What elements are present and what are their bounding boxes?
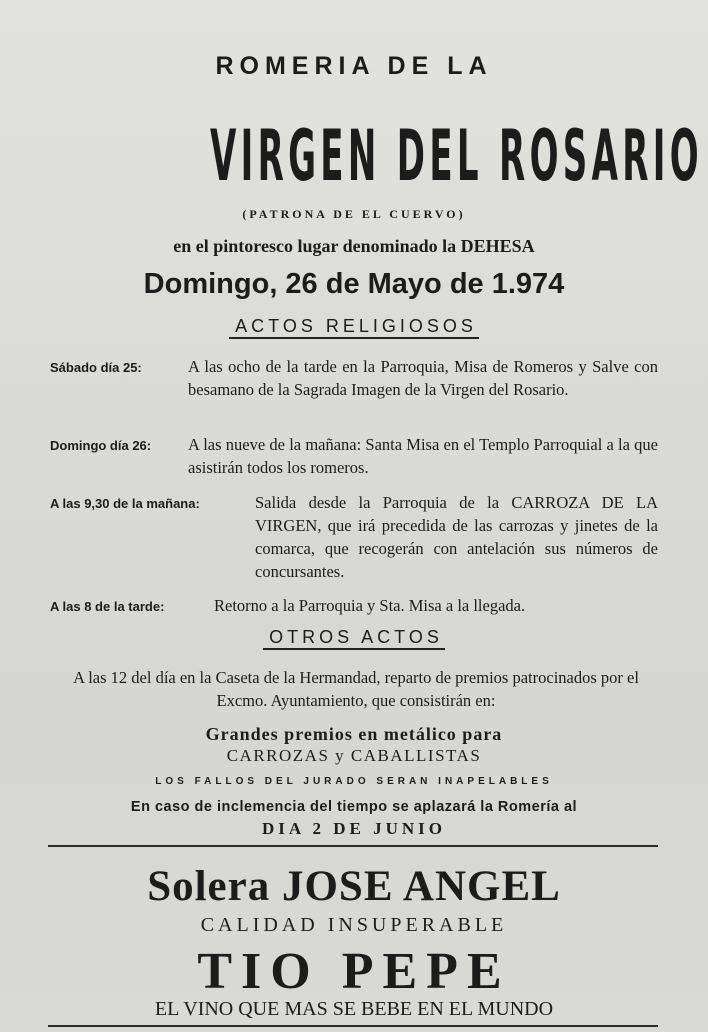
jury-notice: LOS FALLOS DEL JURADO SERAN INAPELABLES (155, 776, 553, 787)
otros-actos-text: A las 12 del día en la Caseta de la Hermandad, reparto de premios patrocinados por el Excmo. Ayuntamiento, que consistirán en: (73, 668, 639, 710)
section-heading-religiosos (0, 316, 708, 337)
poster-subtitle: (PATRONA DE EL CUERVO) (242, 207, 466, 221)
section-heading-otros-text: OTROS ACTOS (263, 627, 445, 650)
schedule-item (50, 355, 662, 425)
location-line: en el pintoresco lugar denominado la DEHESA (173, 236, 535, 256)
divider (48, 845, 658, 847)
postponed-date: DIA 2 DE JUNIO (262, 819, 446, 838)
premios-line1: Grandes premios en metálico para (205, 724, 503, 744)
schedule-item-text: A las nueve de la mañana: Santa Misa en el Templo Parroquial a la que asistirán todos los romeros. (188, 435, 658, 477)
divider (48, 1025, 658, 1027)
event-date: Domingo, 26 de Mayo de 1.974 (143, 268, 565, 300)
poster-title-text: VIRGEN DEL ROSARIO (209, 115, 703, 197)
section-heading-otros (0, 627, 708, 648)
weather-notice: En caso de inclemencia del tiempo se aplazará la Romería al (130, 799, 578, 815)
header-line1: ROMERIA DE LA (215, 52, 493, 80)
schedule-item-text: Retorno a la Parroquia y Sta. Misa a la llegada. (214, 596, 526, 615)
schedule-item-label: Domingo día 26: (50, 438, 152, 453)
section-heading-religiosos-text: ACTOS RELIGIOSOS (229, 316, 479, 339)
advert-product: TIO PEPE (197, 943, 511, 1000)
schedule-item (50, 594, 662, 618)
schedule-item (50, 491, 662, 584)
schedule-item-text: A las ocho de la tarde en la Parroquia, Misa de Romeros y Salve con besamano de la Sagrada Imagen de la Virgen del Rosario. (188, 357, 658, 399)
poster-title (0, 110, 708, 202)
schedule-item (50, 433, 662, 480)
schedule-item-text: Salida desde la Parroquia de la CARROZA DE LA VIRGEN, que irá precedida de las carrozas y jinetes de la comarca, que recogerán con antelación sus números de concursantes. (255, 493, 658, 581)
advert-brand: Solera JOSE ANGEL (147, 863, 561, 910)
advert-slogan: EL VINO QUE MAS SE BEBE EN EL MUNDO (154, 998, 554, 1020)
premios-line2: CARROZAS y CABALLISTAS (226, 746, 482, 765)
advert-tagline: CALIDAD INSUPERABLE (200, 914, 508, 936)
schedule-item-label: A las 8 de la tarde: (50, 599, 165, 614)
schedule-item-label: Sábado día 25: (50, 360, 142, 375)
schedule-item-label: A las 9,30 de la mañana: (50, 496, 200, 511)
